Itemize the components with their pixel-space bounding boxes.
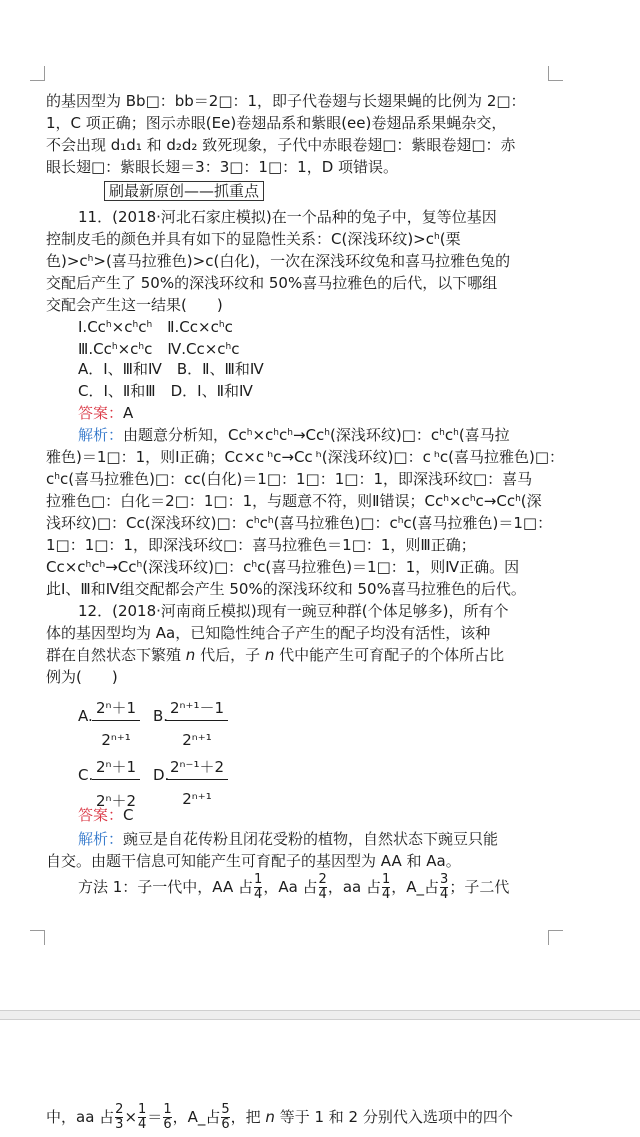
analysis-11-line: $c^hc$(喜马拉雅色)□：cc(白化)＝1□：1□：1□：1，即深浅环纹□：喜马 bbox=[46, 470, 533, 488]
crop-mark-top-left bbox=[30, 66, 45, 81]
option-a-fraction: $\frac{\text{2ⁿ＋1}}{\text{2ⁿ⁺¹}}$ bbox=[92, 697, 140, 749]
crop-mark-bottom-left bbox=[30, 930, 45, 945]
option-a-label: A. bbox=[78, 707, 93, 725]
option-d-label: D. bbox=[153, 766, 170, 784]
text-line: 1，C 项正确；图示赤眼(Ee)卷翅品系和紫眼(ee)卷翅品系果蝇杂交， bbox=[46, 114, 507, 132]
analysis-11-line: 1□：1□：1，即深浅环纹□：喜马拉雅色＝1□：1，则Ⅲ正确； bbox=[46, 536, 476, 554]
analysis-12-line: 解析：豌豆是自花传粉且闭花受粉的植物，自然状态下豌豆只能 bbox=[78, 830, 499, 848]
text-line: 交配会产生这一结果( ) bbox=[46, 296, 223, 314]
text-line: 交配后产生了 50%的深浅环纹和 50%喜马拉雅色的后代，以下哪组 bbox=[46, 274, 498, 292]
analysis-11-line: 浅环纹)□：Cc(深浅环纹)□：$c^hc^h$(喜马拉雅色)□：$c^hc$(喜马拉雅色)＝1□： bbox=[46, 514, 553, 532]
analysis-11-line: 此Ⅰ、Ⅲ和Ⅳ组交配都会产生 50%的深浅环纹和 50%喜马拉雅色的后代。 bbox=[46, 580, 526, 598]
option-b-fraction: $\frac{\text{2ⁿ⁺¹－1}}{\text{2ⁿ⁺¹}}$ bbox=[166, 697, 228, 749]
choices-ab: A．Ⅰ、Ⅲ和Ⅳ B．Ⅱ、Ⅲ和Ⅳ bbox=[78, 360, 264, 378]
crop-mark-bottom-right bbox=[548, 930, 563, 945]
section-heading: 刷最新原创——抓重点 bbox=[104, 180, 264, 202]
text-line: 例为( ) bbox=[46, 668, 118, 686]
analysis-11-line: $Cc\times c^hc^h\to Cc^h$(深浅环纹)□：$c^hc$(喜马拉雅色)＝1□：1，则Ⅳ正确。因 bbox=[46, 558, 520, 576]
answer-12: 答案：C bbox=[78, 806, 134, 824]
choices-cd: C．Ⅰ、Ⅱ和Ⅲ D．Ⅰ、Ⅱ和Ⅳ bbox=[78, 382, 253, 400]
text-line: 的基因型为 Bb□：bb＝2□：1，即子代卷翅与长翅果蝇的比例为 2□： bbox=[46, 92, 526, 110]
text-line: 眼长翅□：紫眼长翅＝3：3□：1□：1，D 项错误。 bbox=[46, 158, 399, 176]
text-line: 不会出现 d₁d₁ 和 d₂d₂ 致死现象，子代中赤眼卷翅□：紫眼卷翅□：赤 bbox=[46, 136, 516, 154]
analysis-label: 解析： bbox=[78, 830, 124, 848]
option-c-fraction: $\frac{\text{2ⁿ＋1}}{\text{2ⁿ＋2}}$ bbox=[92, 756, 140, 811]
text-line: 中，aa 占 $\frac{2}{3}$ × $\frac{1}{4}$ ＝ $\frac{1}{6}$ ，A_占 $\frac{5}{6}$ ，把 n 等于 1 和 2 分别代入选项中的四个 bbox=[46, 1102, 513, 1132]
analysis-11-line: 解析：由题意分析知，$Cc^h\times c^hc^h\to Cc^h$(深浅环纹)□：$c^hc^h$(喜马拉 bbox=[78, 426, 510, 444]
analysis-11-line: 雅色)＝1□：1，则Ⅰ正确；Cc×c ʰc→Cc ʰ(深浅环纹)□：c ʰc(喜马拉雅色)□： bbox=[46, 448, 565, 466]
answer-label: 答案： bbox=[78, 806, 124, 824]
method-1-line: 方法 1：子一代中，AA 占 $\frac{1}{4}$ ，Aa 占 $\frac{2}{4}$ ，aa 占 $\frac{1}{4}$ ，A_占 $\frac{3}{4}$ ；子二代 bbox=[78, 872, 510, 902]
analysis-11-line: 拉雅色□：白化＝2□：1□：1，与题意不符，则Ⅱ错误；$Cc^h\times c^hc\to Cc^h$(深 bbox=[46, 492, 542, 510]
answer-label: 答案： bbox=[78, 404, 124, 422]
analysis-label: 解析： bbox=[78, 426, 124, 444]
text-line: 体的基因型均为 Aa，已知隐性纯合子产生的配子均没有活性，该种 bbox=[46, 624, 491, 642]
crop-mark-top-right bbox=[548, 66, 563, 81]
text-line: 群在自然状态下繁殖 n 代后，子 n 代中能产生可育配子的个体所占比 bbox=[46, 646, 505, 664]
question-11-stem: 11．(2018·河北石家庄模拟)在一个品种的兔子中，复等位基因 bbox=[78, 208, 497, 226]
text-line: 控制皮毛的颜色并具有如下的显隐性关系：C(深浅环纹)$>c^h$(栗 bbox=[46, 230, 461, 248]
option-b-label: B. bbox=[153, 707, 169, 725]
answer-11: 答案：A bbox=[78, 404, 134, 422]
question-12-stem: 12．(2018·河南商丘模拟)现有一豌豆种群(个体足够多)，所有个 bbox=[78, 602, 509, 620]
option-c-label: C. bbox=[78, 766, 94, 784]
cross-options-row-1: $Ⅰ.Cc^h\times c^hc^h$ $Ⅱ.Cc\times c^hc$ bbox=[78, 318, 233, 336]
page-separator bbox=[0, 1010, 640, 1020]
document-page-2 bbox=[0, 1020, 640, 1137]
text-line: 色)$>c^h>$(喜马拉雅色)>c(白化)，一次在深浅环纹兔和喜马拉雅色兔的 bbox=[46, 252, 511, 270]
cross-options-row-2: $Ⅲ.Cc^h\times c^hc$ $Ⅳ.Cc\times c^hc$ bbox=[78, 340, 240, 358]
analysis-12-line: 自交。由题干信息可知能产生可育配子的基因型为 AA 和 Aa。 bbox=[46, 852, 461, 870]
option-d-fraction: $\frac{\text{2ⁿ⁻¹＋2}}{\text{2ⁿ⁺¹}}$ bbox=[166, 756, 228, 808]
